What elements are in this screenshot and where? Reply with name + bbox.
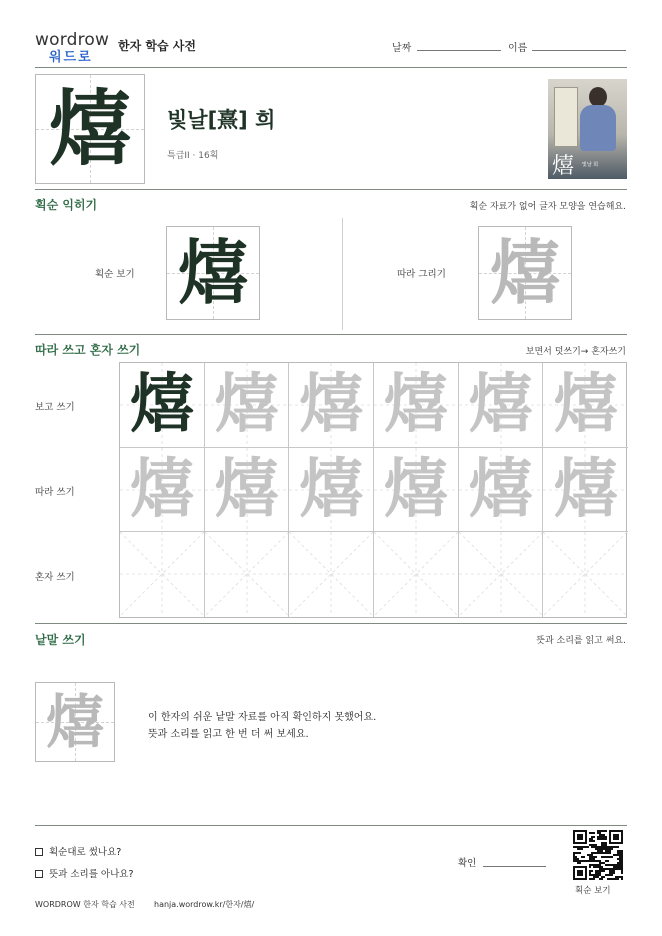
- practice-character: 熺: [129, 451, 194, 527]
- sentence-character: 熺: [45, 688, 104, 756]
- check-stroke-order[interactable]: [35, 844, 121, 858]
- wordrow-logo: [35, 30, 115, 64]
- practice-character: 熺: [129, 367, 194, 442]
- headword: 빛날[熹] 희: [167, 108, 276, 132]
- stroke-view-box: [166, 226, 260, 320]
- checkbox-icon[interactable]: [35, 870, 43, 878]
- practice-cell[interactable]: [459, 532, 544, 617]
- practice-cell[interactable]: [543, 363, 628, 448]
- sentence-section-title: 낱말 쓰기: [35, 633, 86, 647]
- practice-cell[interactable]: [289, 363, 374, 448]
- stroke-divider: [342, 218, 343, 330]
- section-divider: [35, 623, 627, 624]
- stroke-section-note: 획순 자료가 없어 글자 모양을 연습해요.: [469, 202, 626, 212]
- row-label-look: 보고 쓰기: [35, 402, 75, 413]
- practice-cell[interactable]: [543, 532, 628, 617]
- practice-cell[interactable]: [459, 448, 544, 533]
- practice-cell[interactable]: [120, 363, 205, 448]
- practice-character: 熺: [214, 451, 279, 527]
- practice-character: 熺: [553, 367, 618, 442]
- thumbnail-character: 熺: [552, 154, 575, 179]
- practice-cell[interactable]: [120, 532, 205, 617]
- name-label: 이름: [508, 43, 528, 54]
- logo-wordmark: wordrow: [35, 30, 110, 50]
- practice-cell[interactable]: [374, 532, 459, 617]
- trace-label: 따라 그리기: [397, 269, 446, 280]
- character-thumbnail: [548, 79, 627, 179]
- section-divider: [35, 189, 627, 190]
- date-label: 날짜: [392, 43, 412, 54]
- sentence-section-note: 뜻과 소리를 읽고 써요.: [536, 636, 626, 646]
- practice-cell[interactable]: [289, 448, 374, 533]
- check-meaning-label: 뜻과 소리를 아나요?: [49, 869, 134, 880]
- practice-cell[interactable]: [459, 363, 544, 448]
- main-character: 熺: [48, 81, 131, 177]
- date-field[interactable]: [417, 50, 501, 51]
- practice-cell[interactable]: [374, 448, 459, 533]
- sentence-message-1: 이 한자의 쉬운 낱말 자료를 아직 확인하지 못했어요.: [148, 712, 377, 723]
- practice-grid: [119, 362, 627, 618]
- practice-cell[interactable]: [120, 448, 205, 533]
- row-label-trace: 따라 쓰기: [35, 487, 75, 498]
- practice-cell[interactable]: [543, 448, 628, 533]
- practice-character: 熺: [553, 451, 618, 527]
- practice-cell[interactable]: [289, 532, 374, 617]
- practice-character: 熺: [468, 367, 533, 442]
- grade-strokes: 특급II · 16획: [167, 151, 219, 161]
- sentence-character-box: [35, 682, 115, 762]
- practice-character: 熺: [383, 367, 448, 442]
- trace-character: 熺: [490, 231, 560, 314]
- footer-brand: WORDROW 한자 학습 사전: [35, 900, 135, 909]
- stroke-view-label: 획순 보기: [95, 269, 135, 280]
- practice-section-note: 보면서 덧쓰기→ 혼자쓰기: [525, 347, 626, 357]
- confirm-label: 확인: [458, 858, 477, 869]
- practice-cell[interactable]: [205, 448, 290, 533]
- sentence-message-2: 뜻과 소리를 읽고 한 번 더 써 보세요.: [148, 729, 309, 740]
- main-character-box: [35, 74, 145, 184]
- practice-character: 熺: [299, 451, 364, 527]
- trace-box[interactable]: [478, 226, 572, 320]
- practice-section-title: 따라 쓰고 혼자 쓰기: [35, 343, 141, 357]
- practice-character: 熺: [468, 451, 533, 527]
- practice-cell[interactable]: [205, 532, 290, 617]
- footer-divider: [35, 825, 627, 826]
- name-field[interactable]: [532, 50, 626, 51]
- practice-cell[interactable]: [205, 363, 290, 448]
- thumbnail-caption: 빛날 희: [582, 162, 599, 168]
- app-title: 한자 학습 사전: [118, 39, 196, 53]
- practice-character: 熺: [383, 451, 448, 527]
- row-label-alone: 혼자 쓰기: [35, 572, 75, 583]
- practice-character: 熺: [299, 367, 364, 442]
- check-meaning[interactable]: [35, 866, 134, 880]
- footer-url[interactable]: hanja.wordrow.kr/한자/熺/: [154, 900, 255, 909]
- section-divider: [35, 334, 627, 335]
- qr-label: 획순 보기: [575, 886, 611, 896]
- checkbox-icon[interactable]: [35, 848, 43, 856]
- confirm-field[interactable]: [483, 866, 546, 867]
- logo-korean: 워드로: [49, 50, 93, 65]
- stroke-section-title: 획순 익히기: [35, 198, 98, 212]
- practice-character: 熺: [214, 367, 279, 442]
- check-stroke-order-label: 획순대로 썼나요?: [49, 847, 122, 858]
- stroke-view-character: 熺: [178, 231, 248, 314]
- header-divider: [35, 67, 627, 68]
- practice-cell[interactable]: [374, 363, 459, 448]
- qr-code-icon[interactable]: [573, 830, 623, 880]
